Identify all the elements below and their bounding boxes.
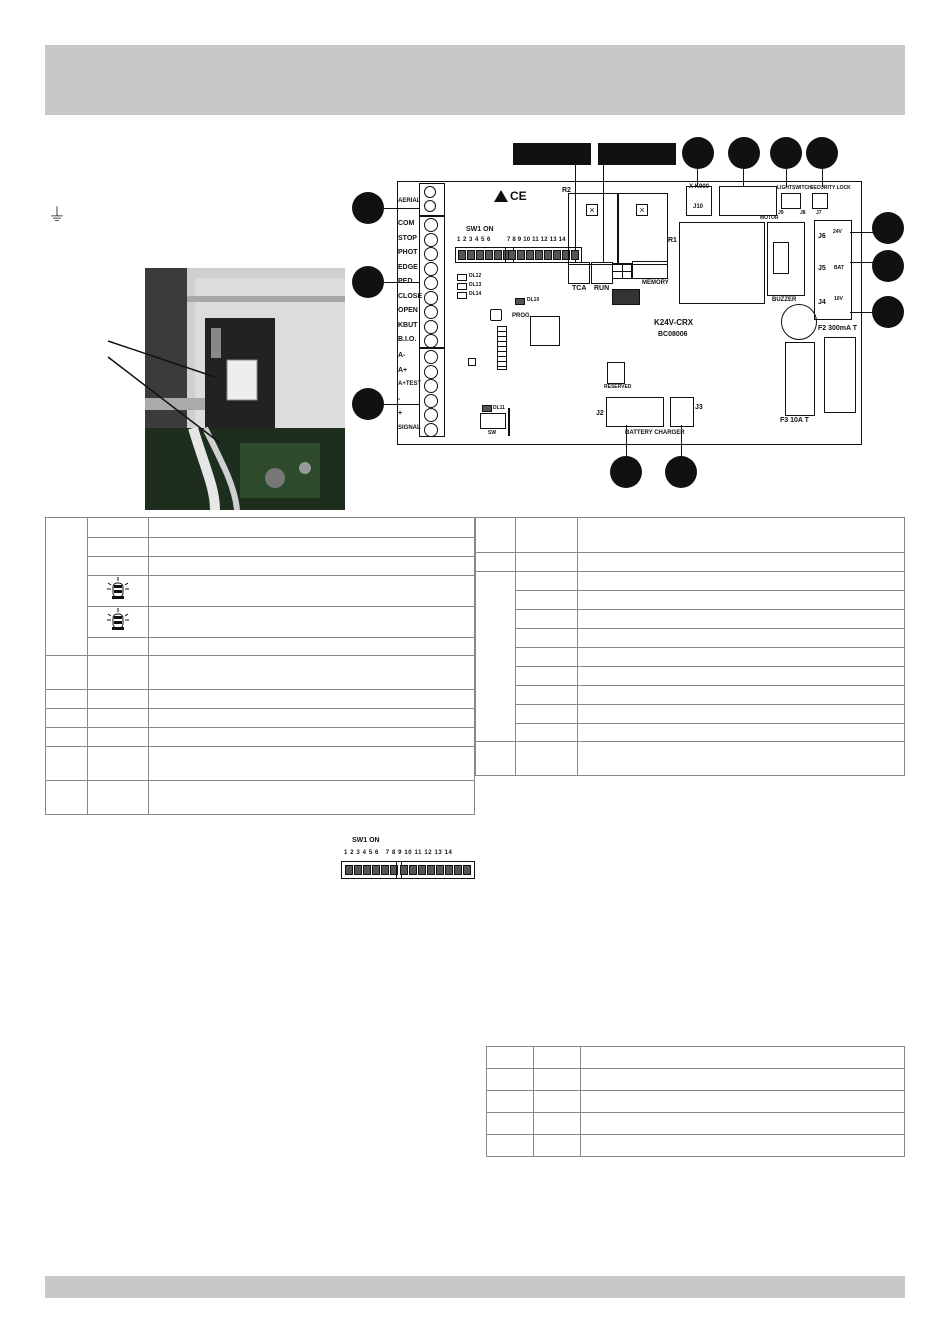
j7-connector [812, 193, 828, 209]
buzzer-disc [781, 304, 817, 340]
bus-terminal-screws [424, 350, 438, 437]
board-model: K24V-CRX [654, 318, 694, 327]
bus-terminal-labels: A- A+ A+TEST - + SIGNAL [398, 352, 422, 431]
led-dl13-label: DL13 [469, 282, 482, 288]
motor-label: MOTOR [760, 215, 779, 221]
callout-circle [728, 137, 760, 169]
callout-circle [806, 137, 838, 169]
callout-circle [872, 250, 904, 282]
led-dl10 [515, 298, 525, 305]
small-led [468, 358, 476, 366]
small-connector [497, 326, 507, 370]
sw1-numbers-a: 1 2 3 4 5 6 [457, 237, 491, 243]
led-dl13 [457, 283, 467, 290]
led-dl12-label: DL12 [469, 273, 482, 279]
bottom-right-table [486, 1046, 905, 1157]
memory-slot [632, 261, 668, 279]
input-terminal-labels: COM STOP PHOT EDGE PED CLOSE OPEN KBUT B.I.O. [398, 220, 423, 343]
terminal-screw [424, 200, 436, 212]
callout-circle [352, 192, 384, 224]
xk900-label: X K900 [689, 184, 710, 190]
callout-circle [352, 266, 384, 298]
tca-trimmer [568, 262, 590, 284]
standalone-switch-label: SW1 ON [352, 837, 380, 844]
sw1-numbers-b: 7 8 9 10 11 12 13 14 [507, 237, 566, 243]
sw1-label: SW1 ON [466, 226, 494, 233]
j2-label: J2 [596, 410, 604, 417]
label-box-2 [598, 143, 676, 165]
footer-bar [45, 1276, 905, 1298]
led-dl12 [457, 274, 467, 281]
buzzer-inner [773, 242, 789, 274]
board-code: BC08006 [658, 331, 688, 338]
flashing-light-icon [88, 607, 149, 638]
prog-label: PROG [512, 313, 530, 319]
warning-triangle-icon [494, 190, 508, 202]
input-terminal-screws [424, 218, 438, 348]
f2-label: F2 300mA T [818, 325, 858, 332]
photo-pointer-lines [100, 335, 230, 450]
standalone-dip-switch-1-6 [341, 861, 402, 879]
sw-button [480, 413, 506, 429]
black-component [612, 289, 640, 305]
j10-connector [686, 186, 712, 216]
reserved-connector [607, 362, 625, 384]
j2-connector [606, 397, 664, 427]
j3-label: J3 [695, 404, 703, 411]
led-dl14 [457, 292, 467, 299]
callout-circle [770, 137, 802, 169]
j10-label: J10 [693, 204, 704, 210]
lightswitch-label: LIGHTSWITCH [777, 185, 812, 191]
j5-battery: BAT [834, 265, 844, 271]
fuse-f3 [785, 342, 815, 416]
callout-circle [665, 456, 697, 488]
j9-label: J9 [778, 210, 784, 216]
earth-icon: ⏚ [48, 205, 66, 225]
divider-bar [508, 408, 510, 436]
run-trimmer [591, 262, 613, 284]
terminal-screw [424, 186, 436, 198]
prog-button [490, 309, 502, 321]
relay-r2-label: R2 [562, 187, 571, 194]
led-dl11 [482, 405, 492, 412]
ce-mark: CE [510, 189, 527, 203]
led-dl10-label: DL10 [527, 297, 540, 303]
header-bar [45, 45, 905, 115]
j4-voltage: 10V [834, 296, 843, 302]
reserved-label: RESERVED [604, 384, 632, 390]
f3-label: F3 10A T [780, 417, 809, 424]
left-table [45, 517, 475, 815]
flashing-light-icon [88, 576, 149, 607]
transformer [679, 222, 765, 304]
j4-label: J4 [818, 299, 826, 306]
callout-circle [352, 388, 384, 420]
j3-connector [670, 397, 694, 427]
standalone-dip-switch-7-14 [396, 861, 475, 879]
j6-label: J6 [818, 233, 826, 240]
j6-voltage: 24V [833, 229, 842, 235]
sw-label: SW [488, 430, 497, 436]
j7-label: J7 [816, 210, 822, 216]
memory-connector [612, 263, 632, 279]
relay-r1-coil-icon: × [636, 204, 648, 216]
fuse-f2 [824, 337, 856, 413]
antenna-label: AERIAL [398, 198, 421, 204]
standalone-switch-numbers: 1 2 3 4 5 6 7 8 9 10 11 12 13 14 [344, 850, 453, 856]
tca-label: TCA [572, 285, 587, 292]
label-box-1 [513, 143, 591, 165]
motor-connector [719, 186, 777, 216]
relay-r2-coil-icon: × [586, 204, 598, 216]
j5-label: J5 [818, 265, 826, 272]
callout-circle [682, 137, 714, 169]
microcontroller-chip [530, 316, 560, 346]
right-table [475, 517, 905, 776]
callout-circle [872, 296, 904, 328]
led-dl11-label: DL11 [493, 405, 505, 411]
run-label: RUN [594, 285, 610, 292]
buzzer-label: BUZZER [772, 297, 797, 303]
security-lock-label: SECURITY LOCK [810, 185, 851, 191]
led-dl14-label: DL14 [469, 291, 482, 297]
callout-circle [610, 456, 642, 488]
j8-connector [781, 193, 801, 209]
battery-charger-label: BATTERY CHARGER [625, 430, 685, 436]
memory-label: MEMORY [642, 280, 669, 286]
relay-r1-label: R1 [668, 237, 677, 244]
j8-label: J8 [800, 210, 806, 216]
callout-circle [872, 212, 904, 244]
